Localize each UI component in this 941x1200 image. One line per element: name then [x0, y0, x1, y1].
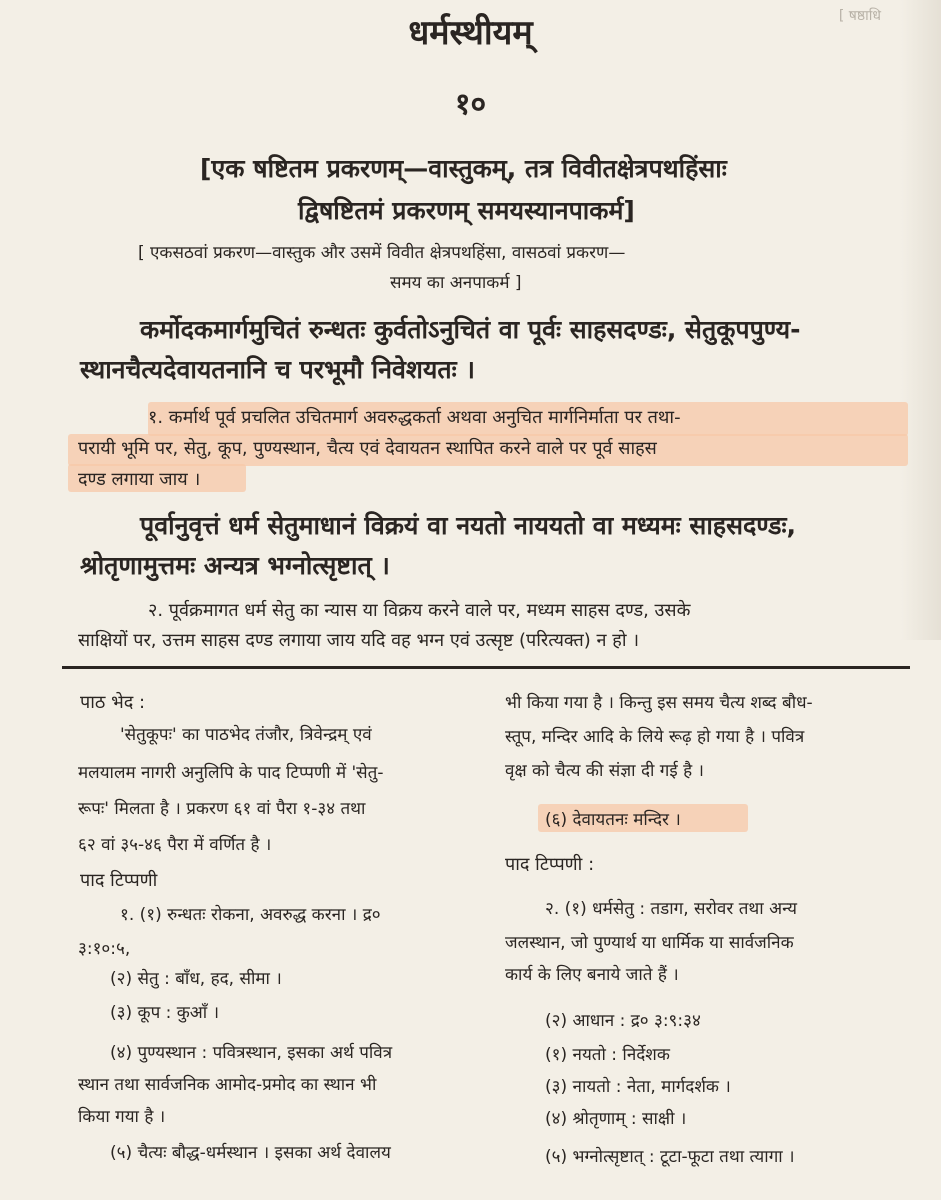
note-1-4c: किया गया है ।	[78, 1107, 166, 1127]
hindi-heading-line-1: [ एकसठवां प्रकरण—वास्तुक और उसमें विवीत क्षेत्रपथहिंसा, वासठवां प्रकरण—	[138, 243, 626, 263]
note-1-4a: (४) पुण्यस्थान : पवित्रस्थान, इसका अर्थ पवित्र	[110, 1043, 393, 1063]
variant-readings-heading: पाठ भेद :	[80, 692, 146, 713]
variant-line-1: 'सेतुकूपः' का पाठभेद तंजौर, त्रिवेन्द्रम् एवं	[120, 725, 372, 745]
note-2-1a: २. (१) धर्मसेतु : तडाग, सरोवर तथा अन्य	[545, 899, 797, 919]
note-1-5-cont-2: स्तूप, मन्दिर आदि के लिये रूढ़ हो गया है । पवित्र	[505, 727, 805, 747]
note-2-3: (१) नयतो : निर्देशक	[545, 1045, 670, 1065]
bleed-through-text: [ षष्ठाधि	[838, 8, 881, 24]
footnotes-heading-left: पाद टिप्पणी	[80, 870, 158, 891]
note-1-5-cont-3: वृक्ष को चैत्य की संज्ञा दी गई है ।	[505, 761, 704, 781]
note-2-1b: जलस्थान, जो पुण्यार्थ या धार्मिक या सार्वजनिक	[505, 933, 794, 953]
note-1-6: (६) देवायतनः मन्दिर ।	[545, 810, 681, 830]
note-1-5: (५) चैत्यः बौद्ध-धर्मस्थान । इसका अर्थ देवालय	[110, 1143, 391, 1163]
note-2-5: (४) श्रोतृणाम् : साक्षी ।	[545, 1109, 687, 1129]
verse-1-line-2: स्थानचैत्यदेवायतनानि च परभूमौ निवेशयतः ।	[80, 355, 475, 384]
note-1-5-cont-1: भी किया गया है । किन्तु इस समय चैत्य शब्द बौध-	[505, 693, 813, 713]
footnotes-heading-right: पाद टिप्पणी :	[505, 854, 595, 875]
note-2-6: (५) भग्नोत्सृष्टात् : टूटा-फूटा तथा त्यागा ।	[545, 1147, 795, 1167]
page-title: धर्मस्थीयम्	[408, 13, 533, 53]
footnote-divider	[62, 666, 910, 669]
sanskrit-heading-line-1: [एक षष्टितम प्रकरणम्—वास्तुकम्, तत्र विवीतक्षेत्रपथहिंसाः	[200, 154, 727, 183]
note-1-2: (२) सेतु : बाँध, हद, सीमा ।	[110, 969, 282, 989]
note-2-4: (३) नायतो : नेता, मार्गदर्शक ।	[545, 1077, 731, 1097]
variant-line-3: रूपः' मिलता है । प्रकरण ६१ वां पैरा १-३४ तथा	[78, 799, 366, 819]
verse-2-line-1: पूर्वानुवृत्तं धर्म सेतुमाधानं विक्रयं वा नयतो नाययतो वा मध्यमः साहसदण्डः,	[140, 511, 797, 540]
note-1-4b: स्थान तथा सार्वजनिक आमोद-प्रमोद का स्थान भी	[78, 1075, 377, 1095]
note-1-1a: १. (१) रुन्धतः रोकना, अवरुद्ध करना । द्र०	[120, 905, 381, 925]
verse-2-line-2: श्रोतृणामुत्तमः अन्यत्र भग्नोत्सृष्टात् ।	[80, 551, 390, 580]
chapter-number: १०	[454, 87, 487, 122]
note-2-2: (२) आधान : द्र० ३:९:३४	[545, 1011, 701, 1031]
verse-1-line-1: कर्मोदकमार्गमुचितं रुन्धतः कुर्वतोऽनुचितं वा पूर्वः साहसदण्डः, सेतुकूपपुण्य-	[140, 315, 801, 344]
variant-line-2: मलयालम नागरी अनुलिपि के पाद टिप्पणी में 'सेतु-	[78, 763, 384, 783]
note-1-3: (३) कूप : कुआँ ।	[110, 1003, 220, 1023]
translation-1-line-3: दण्ड लगाया जाय ।	[78, 469, 201, 490]
variant-line-4: ६२ वां ३५-४६ पैरा में वर्णित है ।	[78, 835, 272, 855]
hindi-heading-line-2: समय का अनपाकर्म ]	[390, 273, 522, 293]
translation-2-line-2: साक्षियों पर, उत्तम साहस दण्ड लगाया जाय यदि वह भग्न एवं उत्सृष्ट (परित्यक्त) न हो ।	[78, 630, 640, 651]
translation-2-line-1: २. पूर्वक्रमागत धर्म सेतु का न्यास या विक्रय करने वाले पर, मध्यम साहस दण्ड, उसके	[148, 600, 691, 621]
translation-1-line-1: १. कर्मार्थ पूर्व प्रचलित उचितमार्ग अवरुद्धकर्ता अथवा अनुचित मार्गनिर्माता पर तथा-	[148, 407, 681, 428]
translation-1-line-2: परायी भूमि पर, सेतु, कूप, पुण्यस्थान, चैत्य एवं देवायतन स्थापित करने वाले पर पूर्व साहस	[78, 438, 657, 459]
note-1-1b: ३:१०:५,	[78, 939, 131, 959]
note-2-1c: कार्य के लिए बनाये जाते हैं ।	[505, 965, 679, 985]
sanskrit-heading-line-2: द्विषष्टितमं प्रकरणम् समयस्यानपाकर्म]	[298, 196, 635, 225]
